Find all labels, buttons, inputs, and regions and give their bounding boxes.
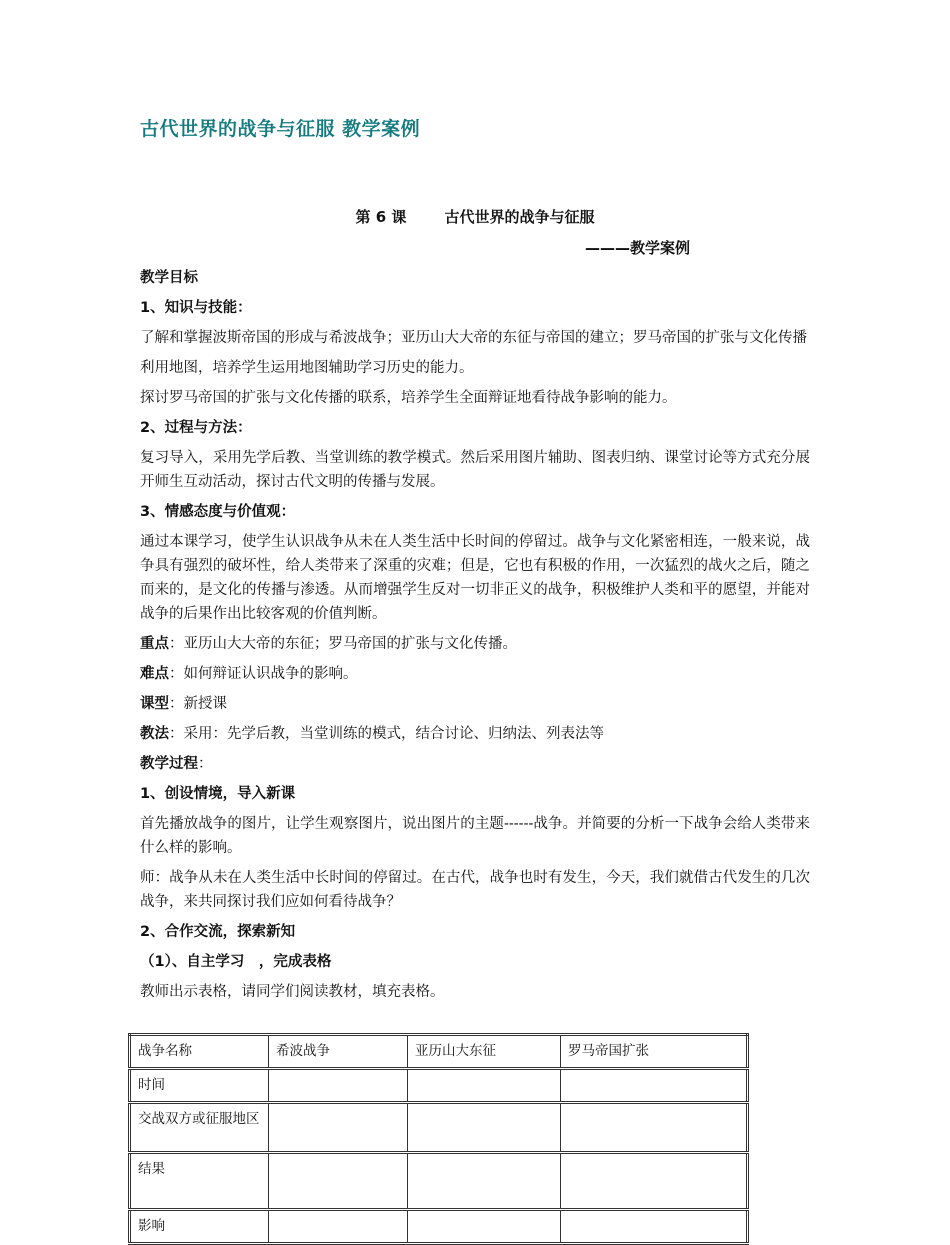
section-heading: 3、情感态度与价值观： (140, 504, 296, 520)
body-paragraph: 首先播放战争的图片，让学生观察图片，说出图片的主题------战争。并简要的分析一下战争会给人类带来什么样的影响。 (140, 816, 810, 856)
document-body (140, 266, 810, 1010)
table-row (130, 1103, 748, 1153)
table-cell[interactable] (408, 1153, 561, 1210)
table-row-label: 交战双方或征服地区 (130, 1103, 269, 1153)
paragraph-text: ：亚历山大大帝的东征；罗马帝国的扩张与文化传播。 (169, 636, 517, 652)
paragraph-label: 重点 (140, 636, 169, 652)
table-header-cell: 希波战争 (269, 1035, 408, 1069)
body-paragraph: 教师出示表格，请同学们阅读教材，填充表格。 (140, 984, 445, 1000)
labeled-paragraph (140, 662, 810, 686)
table-cell[interactable] (561, 1210, 748, 1244)
section-heading: 1、创设情境，导入新课 (140, 786, 296, 802)
body-paragraph: 了解和掌握波斯帝国的形成与希波战争；亚历山大大帝的东征与帝国的建立；罗马帝国的扩张与文化传播 (140, 330, 807, 346)
body-paragraph: 复习导入，采用先学后教、当堂训练的教学模式。然后采用图片辅助、图表归纳、课堂讨论等方式充分展开师生互动活动，探讨古代文明的传播与发展。 (140, 450, 810, 490)
body-paragraph: 利用地图，培养学生运用地图辅助学习历史的能力。 (140, 360, 474, 376)
body-paragraph: 通过本课学习，使学生认识战争从未在人类生活中长时间的停留过。战争与文化紧密相连，一般来说，战争具有强烈的破坏性，给人类带来了深重的灾难；但是，它也有积极的作用，一次猛烈的战火之后，随之而来的，是文化的传播与渗透。从而增强学生反对一切非正义的战争，积极维护人类和平的愿望，并能对战争的后果作出比较客观的价值判断。 (140, 534, 810, 622)
table-row (130, 1153, 748, 1210)
labeled-paragraph (140, 692, 810, 716)
table-row-label: 结果 (130, 1153, 269, 1210)
body-paragraph: 师：战争从未在人类生活中长时间的停留过。在古代，战争也时有发生，今天，我们就借古代发生的几次战争，来共同探讨我们应如何看待战争？ (140, 870, 810, 910)
paragraph-label: 课型 (140, 696, 169, 712)
table-cell[interactable] (561, 1069, 748, 1103)
paragraph-label: 教学过程 (140, 756, 198, 772)
table-row (130, 1210, 748, 1244)
section-heading: 2、过程与方法： (140, 420, 252, 436)
table-cell[interactable] (269, 1153, 408, 1210)
table-header-cell: 战争名称 (130, 1035, 269, 1069)
lesson-number: 第 6 课 (355, 208, 407, 226)
lesson-heading (0, 206, 950, 227)
body-paragraph: 探讨罗马帝国的扩张与文化传播的联系，培养学生全面辩证地看待战争影响的能力。 (140, 390, 677, 406)
paragraph-text: ：新授课 (169, 696, 227, 712)
paragraph-text: ：采用：先学后教，当堂训练的模式，结合讨论、归纳法、列表法等 (169, 726, 604, 742)
paragraph-text: ： (198, 756, 213, 772)
paragraph-text: ：如何辩证认识战争的影响。 (169, 666, 358, 682)
lesson-subtitle: ———教学案例 (585, 239, 691, 257)
table-row (130, 1069, 748, 1103)
paragraph-label: 难点 (140, 666, 169, 682)
table-cell[interactable] (269, 1103, 408, 1153)
table-row-label: 影响 (130, 1210, 269, 1244)
section-heading: 2、合作交流，探索新知 (140, 924, 296, 940)
table-header-cell: 亚历山大东征 (408, 1035, 561, 1069)
table-cell[interactable] (408, 1069, 561, 1103)
paragraph-label: 教法 (140, 726, 169, 742)
table-header-cell: 罗马帝国扩张 (561, 1035, 748, 1069)
section-heading: 1、知识与技能： (140, 300, 252, 316)
section-heading: 教学目标 (140, 270, 198, 286)
summary-table (128, 1033, 749, 1245)
table-cell[interactable] (269, 1069, 408, 1103)
section-heading: （1）、自主学习 ，完成表格 (140, 954, 332, 970)
document-title: 古代世界的战争与征服 教学案例 (140, 118, 421, 140)
labeled-paragraph (140, 632, 810, 656)
table-cell[interactable] (561, 1153, 748, 1210)
table-cell[interactable] (269, 1210, 408, 1244)
table-cell[interactable] (408, 1210, 561, 1244)
table-cell[interactable] (561, 1103, 748, 1153)
table-header-row (130, 1035, 748, 1069)
table-cell[interactable] (408, 1103, 561, 1153)
table-row-label: 时间 (130, 1069, 269, 1103)
labeled-paragraph (140, 752, 810, 776)
labeled-paragraph (140, 722, 810, 746)
lesson-title: 古代世界的战争与征服 (444, 208, 595, 226)
